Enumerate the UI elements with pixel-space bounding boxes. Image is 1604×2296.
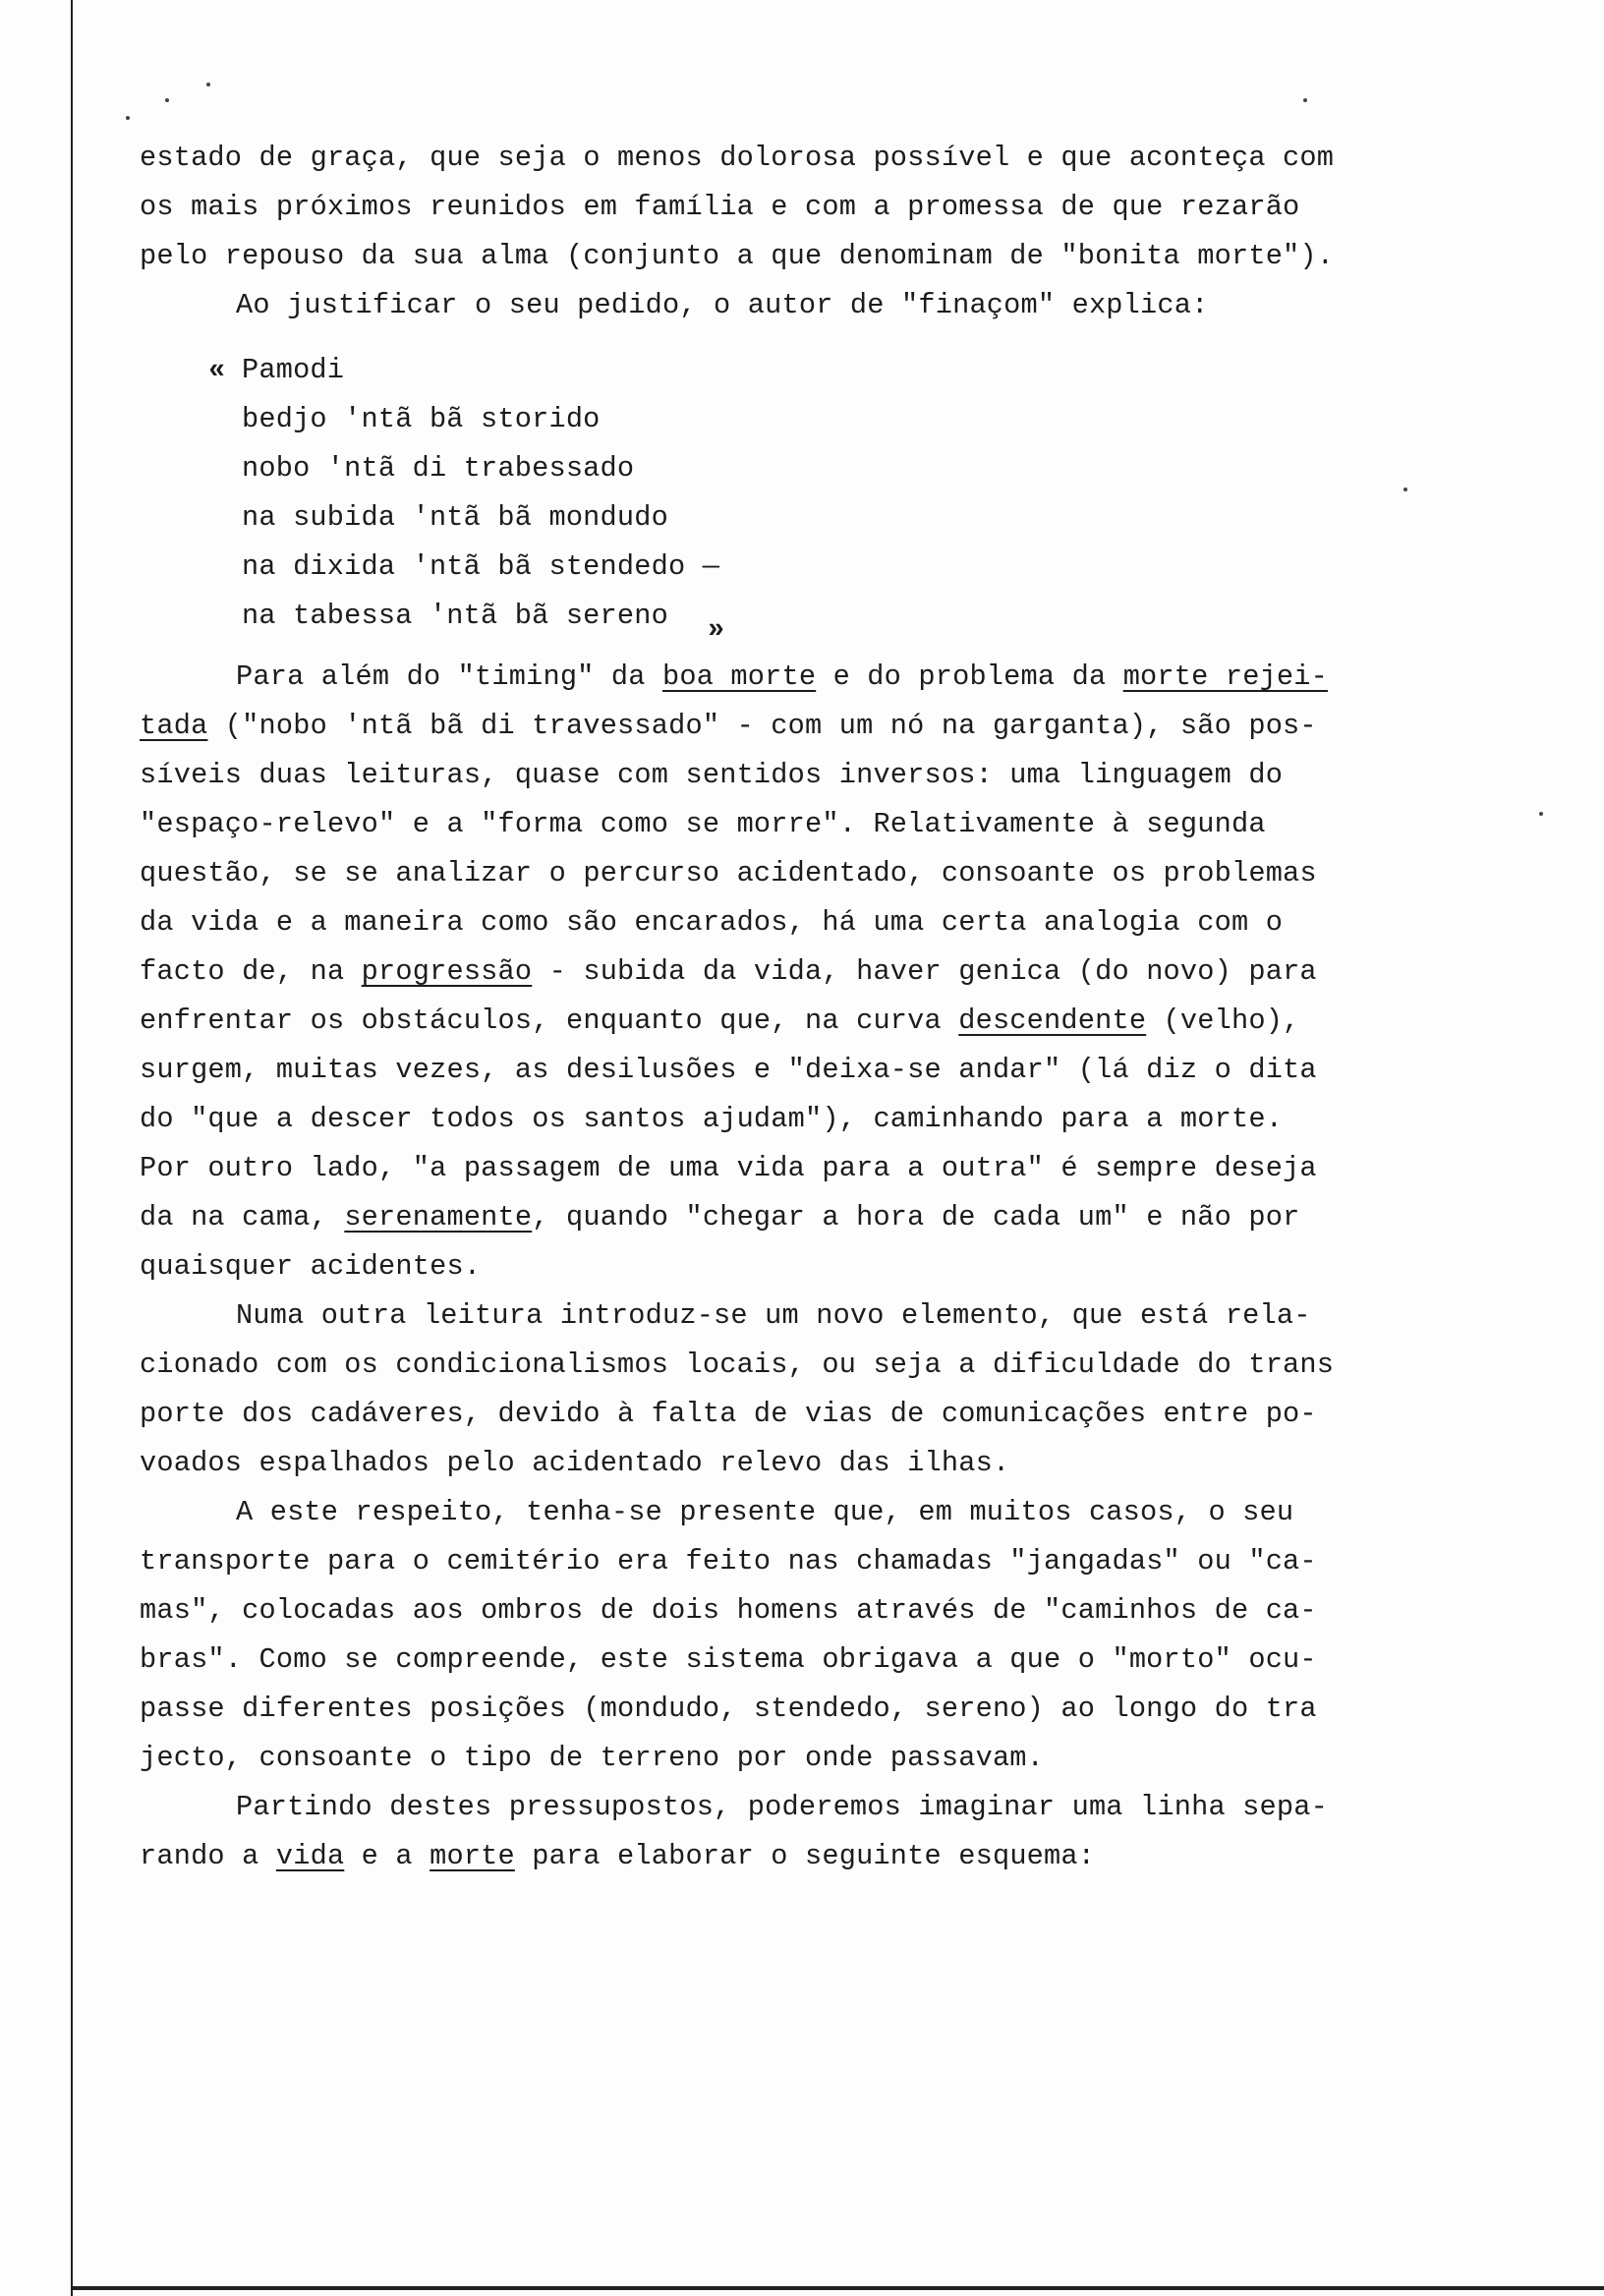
underlined-term: tada: [140, 710, 208, 742]
text-line: Para além do "timing" da boa morte e do problema da morte rejei-: [236, 660, 1328, 693]
poem-line: « Pamodi: [242, 346, 1555, 395]
poem-line: na dixida 'ntã bã stendedo —: [242, 550, 720, 583]
underlined-term: descendente: [958, 1004, 1147, 1037]
text-line: quaisquer acidentes.: [140, 1250, 482, 1283]
underlined-term: serenamente: [344, 1201, 533, 1234]
open-quote-mark: «: [208, 354, 226, 386]
poem-line: na subida 'ntã bã mondudo: [242, 501, 668, 534]
text-line: rando a vida e a morte para elaborar o seguinte esquema:: [140, 1840, 1096, 1872]
text-line: os mais próximos reunidos em família e com a promessa de que rezarão: [140, 191, 1300, 223]
text-line: Por outro lado, "a passagem de uma vida para a outra" é sempre deseja: [140, 1152, 1317, 1184]
underlined-term: vida: [275, 1840, 345, 1872]
text-line: porte dos cadáveres, devido à falta de vias de comunicações entre po-: [140, 1398, 1317, 1430]
justify-sentence: Ao justificar o seu pedido, o autor de "finaçom" explica:: [236, 289, 1209, 321]
text-line: do "que a descer todos os santos ajudam"), caminhando para a morte.: [140, 1103, 1284, 1135]
text-line: questão, se se analizar o percurso acidentado, consoante os problemas: [140, 857, 1317, 890]
text-line: transporte para o cemitério era feito nas chamadas "jangadas" ou "ca-: [140, 1545, 1317, 1578]
underlined-term: morte rejei-: [1122, 660, 1328, 693]
text-line: A este respeito, tenha-se presente que, em muitos casos, o seu: [236, 1496, 1294, 1528]
text-line: bras". Como se compreende, este sistema obrigava a que o "morto" ocu-: [140, 1643, 1317, 1676]
text-line: jecto, consoante o tipo de terreno por onde passavam.: [140, 1742, 1045, 1774]
scan-speck: [126, 116, 130, 120]
close-quote-mark: »: [707, 613, 725, 646]
poem-line: nobo 'ntã di trabessado: [242, 452, 635, 485]
quoted-poem: [208, 346, 1555, 646]
underlined-term: boa morte: [661, 660, 817, 693]
poem-line: bedjo 'ntã bã storido: [242, 403, 601, 435]
text-line: passe diferentes posições (mondudo, stendedo, sereno) ao longo do tra: [140, 1693, 1317, 1725]
text-line: surgem, muitas vezes, as desilusões e "deixa-se andar" (lá diz o dita: [140, 1054, 1317, 1086]
scan-speck: [165, 98, 169, 102]
text-line: da na cama, serenamente, quando "chegar a hora de cada um" e não por: [140, 1201, 1300, 1234]
text-line: cionado com os condicionalismos locais, ou seja a dificuldade do trans: [140, 1349, 1335, 1381]
text-line: voados espalhados pelo acidentado relevo das ilhas.: [140, 1447, 1010, 1479]
text-line: Numa outra leitura introduz-se um novo elemento, que está rela-: [236, 1299, 1311, 1332]
underlined-term: morte: [430, 1840, 515, 1872]
poem-line: na tabessa 'ntã bã sereno »: [242, 592, 1555, 641]
text-line: mas", colocadas aos ombros de dois homens através de "caminhos de ca-: [140, 1594, 1317, 1627]
body-text: [140, 134, 1555, 1881]
scan-speck: [206, 83, 210, 86]
text-line: estado de graça, que seja o menos dolorosa possível e que aconteça com: [140, 142, 1335, 174]
text-line: da vida e a maneira como são encarados, há uma certa analogia com o: [140, 906, 1284, 939]
text-line: facto de, na progressão - subida da vida, haver genica (do novo) para: [140, 955, 1317, 988]
text-line: tada ("nobo 'ntã bã di travessado" - com um nó na garganta), são pos-: [140, 710, 1317, 742]
left-margin-line: [71, 0, 73, 2296]
underlined-term: progressão: [361, 955, 533, 988]
text-line: síveis duas leituras, quase com sentidos inversos: uma linguagem do: [140, 759, 1284, 791]
bottom-edge-line: [71, 2286, 1604, 2290]
text-line: "espaço-relevo" e a "forma como se morre". Relativamente à segunda: [140, 808, 1266, 840]
text-line: Partindo destes pressupostos, poderemos imaginar uma linha sepa-: [236, 1791, 1328, 1823]
text-line: enfrentar os obstáculos, enquanto que, na curva descendente (velho),: [140, 1004, 1300, 1037]
text-line: pelo repouso da sua alma (conjunto a que denominam de "bonita morte").: [140, 240, 1335, 272]
scan-speck: [1303, 98, 1307, 102]
text-line: [140, 281, 1555, 330]
